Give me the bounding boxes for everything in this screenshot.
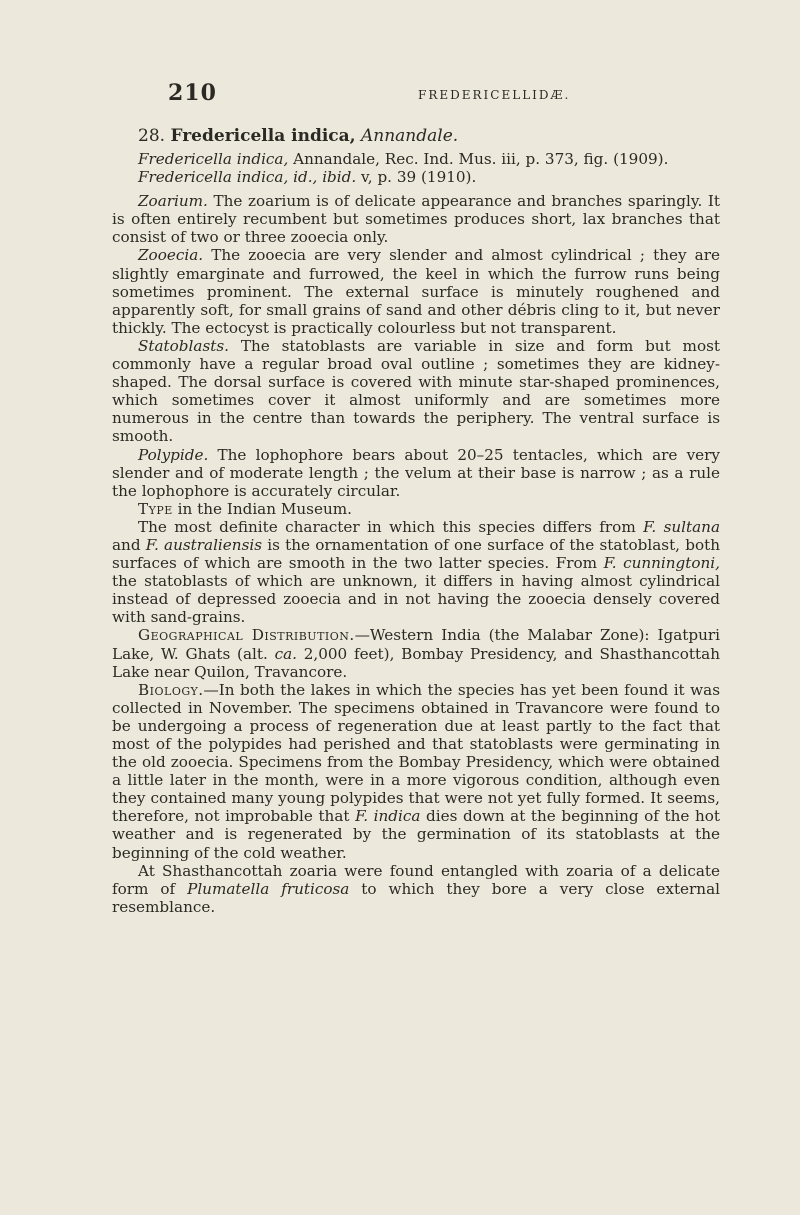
- paragraph-text: The statoblasts are variable in size and form but most commonly have a regular broad oval outline ; sometimes they are kidney-shaped. The dorsal surface is covered with minute star-shaped prominences, which sometimes cover it almost uniformly and are sometimes more numerous in the centre than towards the periphery. The ventral surface is smooth.: [112, 336, 720, 446]
- species-author: Annandale.: [360, 126, 459, 146]
- paragraph-shasthancottah: [112, 862, 720, 916]
- paragraph-lead: Geographical Distribution.: [138, 626, 355, 645]
- page-number: 210: [168, 80, 217, 106]
- species-heading: [112, 126, 720, 146]
- paragraph-text: to which they bore a very close external resemblance.: [112, 879, 720, 916]
- synonym-line: [112, 168, 720, 186]
- species-ref: F. indica: [355, 807, 421, 826]
- synonym-reference: Annandale, Rec. Ind. Mus. iii, p. 373, fig. (1909).: [288, 150, 669, 168]
- paragraph-text: —Western India (the Malabar Zone): Igatpuri Lake, W. Ghats (alt.: [112, 626, 720, 663]
- paragraph-statoblasts: [112, 337, 720, 446]
- paragraph-text: The zooecia are very slender and almost cylindrical ; they are slightly emarginate and furrowed, the keel in which the furrow runs being sometimes prominent. The external surface is minutely roughened and apparently soft, for small grains of sand and other débris cling to it, but never thickly. The ectocyst is practically colourless but not transparent.: [112, 246, 720, 337]
- paragraph-type: [112, 500, 720, 518]
- paragraph-polypide: [112, 446, 720, 500]
- synonym-reference: v, p. 39 (1910).: [356, 168, 477, 187]
- paragraph-lead: Type: [138, 499, 173, 518]
- running-title: FREDERICELLIDÆ.: [418, 88, 571, 102]
- paragraph-biology: [112, 681, 720, 862]
- paragraph-text: The most definite character in which this species differs from: [138, 517, 644, 536]
- species-ref: Plumatella fruticosa: [187, 879, 350, 898]
- species-number: 28.: [138, 126, 166, 146]
- species-ref: F. sultana: [643, 517, 720, 536]
- paragraph-text: —In both the lakes in which the species has yet been found it was collected in November. The specimens obtained in Travancore were found to be undergoing a process of regeneration due at least partly to the fact that most of the polypides had perished and that statoblasts were germinating in the old zooecia. Specimens from the Bombay Presidency, which were obtained a little later in the month, were in a more vigorous condition, although even they contained many young polypides that were not yet fully formed. It seems, therefore, not improbable that: [112, 680, 720, 826]
- species-ref: F. australiensis: [145, 535, 263, 554]
- species-ref: F. cunningtoni,: [603, 554, 720, 573]
- paragraph-text: and: [112, 535, 146, 554]
- body-text: [112, 126, 720, 916]
- synonym-species: Fredericella indica, id., ibid.: [138, 168, 357, 187]
- synonym-species: Fredericella indica,: [138, 150, 289, 168]
- paragraph-text: the statoblasts of which are unknown, it differs in having almost cylindrical instead of depressed zooecia and in not having the zooecia densely covered with sand-grains.: [112, 572, 720, 627]
- synonym-line: [112, 150, 720, 168]
- paragraph-text: At Shasthancottah zoaria were found entangled with zoaria of a delicate form of: [112, 861, 720, 898]
- paragraph-text: 2,000 feet), Bombay Presidency, and Shasthancottah Lake near Quilon, Travancore.: [112, 644, 720, 681]
- paragraph-text: is the ornamentation of one surface of the statoblast, both surfaces of which are smooth in the two latter species. From: [112, 535, 720, 573]
- running-head: [168, 80, 720, 106]
- paragraph-distinguishing: [112, 518, 720, 627]
- species-name: Fredericella indica,: [170, 126, 356, 146]
- paragraph-text: dies down at the beginning of the hot weather and is regenerated by the germination of its statoblasts at the beginning of the cold weather.: [112, 807, 720, 862]
- paragraph-zoarium: [112, 192, 720, 246]
- circa-abbrev: ca.: [274, 644, 297, 663]
- paragraph-lead: Statoblasts.: [138, 336, 229, 355]
- paragraph-geographical: [112, 626, 720, 680]
- paragraph-text: The zoarium is of delicate appearance and branches sparingly. It is often entirely recumbent but sometimes produces short, lax branches that consist of two or three zooecia only.: [112, 192, 720, 247]
- paragraph-lead: Zooecia.: [138, 246, 204, 265]
- paragraph-text: in the Indian Museum.: [172, 499, 352, 518]
- paragraph-lead: Polypide.: [138, 445, 209, 464]
- paragraph-lead: Zoarium.: [138, 192, 208, 211]
- paragraph-lead: Biology.: [138, 680, 204, 699]
- paragraph-zooecia: [112, 246, 720, 336]
- paragraph-text: The lophophore bears about 20–25 tentacles, which are very slender and of moderate length ; the velum at their base is narrow ; as a rule the lophophore is accurately circular.: [112, 445, 720, 500]
